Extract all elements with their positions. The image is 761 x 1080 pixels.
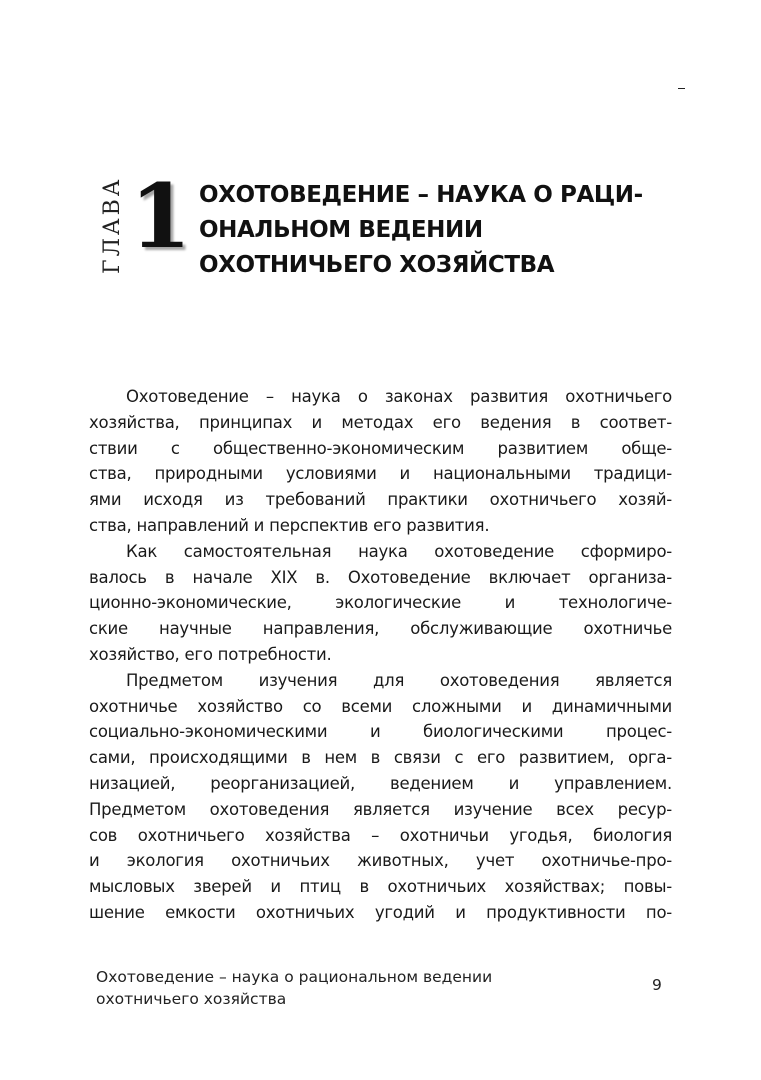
text-line: ства, направлений и перспектив его развития. (89, 515, 490, 535)
text-line: валось в начале XIX в. Охотоведение включает организа- (89, 567, 672, 587)
chapter-label: ГЛАВА (100, 176, 125, 274)
chapter-title (199, 178, 669, 283)
text-line: мысловых зверей и птиц в охотничьих хозяйствах; повы- (89, 877, 672, 897)
text-line: Охотоведение – наука о законах развития охотничьего (126, 387, 672, 406)
chapter-title-line: ОХОТНИЧЬЕГО ХОЗЯЙСТВА (199, 252, 555, 278)
text-line: ционно-экономические, экологические и технологиче- (89, 593, 672, 613)
paragraph-2 (89, 539, 672, 668)
text-line: шение емкости охотничьих угодий и продуктивности по- (89, 902, 672, 922)
text-line: охотничье хозяйство со всеми сложными и динамичными (89, 696, 672, 716)
text-line: ские научные направления, обслуживающие охотничье (89, 619, 672, 639)
page-number: 9 (652, 976, 662, 994)
chapter-title-line: ОХОТОВЕДЕНИЕ – НАУКА О РАЦИ- (199, 182, 643, 208)
text-line: Предметом изучения для охотоведения является (126, 670, 672, 690)
paragraph-3 (89, 668, 672, 926)
text-line: и экология охотничьих животных, учет охотничье-про- (89, 851, 672, 871)
text-line: сов охотничьего хозяйства – охотничьи угодья, биология (89, 825, 672, 845)
running-footer-title (96, 966, 556, 1010)
text-line: сами, происходящими в нем в связи с его развитием, орга- (89, 748, 672, 768)
text-line: низацией, реорганизацией, ведением и управлением. (89, 773, 672, 793)
footer-title-line: охотничьего хозяйства (96, 990, 287, 1008)
text-line: хозяйства, принципах и методах его ведения в соответ- (89, 412, 672, 432)
text-line: ствии с общественно-экономическим развитием обще- (89, 438, 672, 458)
text-line: Предметом охотоведения является изучение всех ресур- (89, 799, 672, 819)
text-line: ства, природными условиями и национальными традици- (89, 464, 672, 484)
text-line: хозяйство, его потребности. (89, 644, 332, 664)
chapter-title-line: ОНАЛЬНОМ ВЕДЕНИИ (199, 217, 483, 243)
text-line: Как самостоятельная наука охотоведение сформиро- (126, 541, 672, 561)
paragraph-1 (89, 384, 672, 539)
footer-title-line: Охотоведение – наука о рациональном ведении (96, 968, 493, 986)
text-line: социально-экономическими и биологическими процес- (89, 722, 672, 742)
body-text (89, 384, 672, 926)
text-line: ями исходя из требований практики охотничьего хозяй- (89, 490, 672, 510)
corner-mark (678, 88, 685, 89)
chapter-number: 1 (130, 164, 192, 268)
